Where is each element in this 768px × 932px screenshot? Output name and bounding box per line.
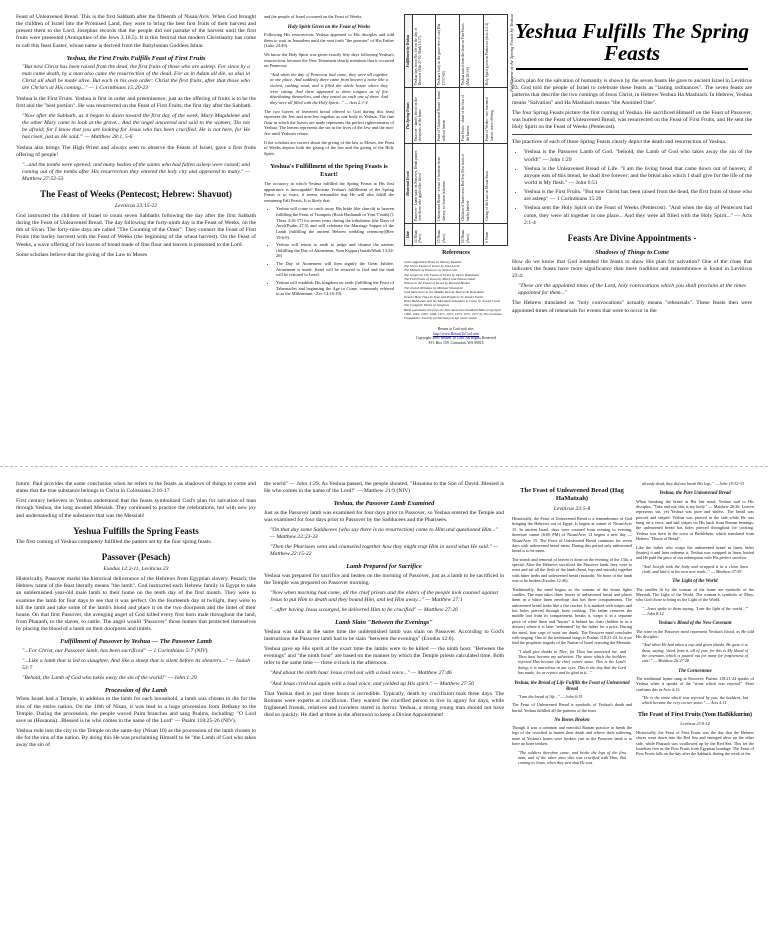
section-heading-feast-of-weeks: The Feast of Weeks (Pentecost; Hebrew: Shavuot) <box>40 189 232 200</box>
section-heading-new-covenant: Yeshua's Blood of the New Covenant <box>658 621 732 627</box>
table-cell: Holy Spirit given on Pentecost (Acts 2:1-4) <box>484 15 508 88</box>
reference-item: The Jewish Holidays by Michael Strassfeld <box>404 285 463 290</box>
paragraph: Yeshua was prepared for sacrifice and beaten on the morning of Passover, just as a lamb to be sacrificed in the Temple was prepared on Passover morning. <box>264 572 504 586</box>
table-cell: 16 Nisan (Aviv) <box>460 223 484 245</box>
reference-item: The Seven Feasts of Israel by Zola Levitt <box>404 264 460 269</box>
section-heading-passover: Passover (Pesach) <box>101 552 171 563</box>
title-divider <box>516 68 748 70</box>
paragraph: When Israel had a Temple, in addition to the lamb for each household, a lamb was chosen to die for the sins of the entire nation. On the 10th of Nisan, it was lead in a huge procession from Bethany to the Temple. During the procession, the people waved Palm branches and sang Psalms, including: "O Lord save us (Hosanna)...Blessed is he who comes in the name of the Lord" — Psalm 118:25-26 (NIV). <box>16 696 256 724</box>
list-item: • Yeshua is the First Fruits. "But now Christ has been raised from the dead, the first fruits of those who are asleep" — 1 Corinthians 15:20 <box>524 189 752 203</box>
list-item: • Yeshua sent the Holy Spirit on the Feast of Weeks (Pentecost). "And when the day of Pentecost had come, they were all together in one place... And they were all filled with the Holy Spirit..." — Acts 2:1-4 <box>524 205 752 226</box>
scripture-quote: "...For Christ, our Passover lamb, has been sacrificed" — 1 Corinthians 5:7 (NIV). <box>22 647 209 654</box>
table-cell: 15 Nisan (Aviv) <box>436 223 460 245</box>
bottom-left-column <box>16 481 256 925</box>
cover-column <box>512 14 752 458</box>
scripture-quote: "But now Christ has been raised from the dead, the first fruits of those who are asleep. For since by a man came death, by a man also came the resurrection of the dead. For as in Adam all die, so also in Christ all shall be made alive. But each in his own order: Christ the first fruits, after that those who are Christ's at His coming..." — 1 Corinthians 15:20-23 <box>22 63 250 92</box>
table-cell: Unleavened Bread - a feast of freedom from slavery, no leaven in homes <box>436 144 460 224</box>
scripture-reference: Leviticus 23:15-22 <box>114 202 158 209</box>
reference-item: God's Appointed Times by Barney Kasdan <box>404 259 462 264</box>
bullet-list <box>276 206 394 296</box>
paragraph: The two loaves of leavened bread offered to God during this feast represent the Jew and non-Jew together as one body in Yeshua. The fine flour in which the loaves are made represents the perfect righteousness of Yeshua. The leaven represents the sin in the lives of the Jew and the non-Jew until Yeshua's return. <box>264 108 394 137</box>
section-subheading: Shadows of Things to Come <box>595 249 669 257</box>
paragraph: Historically, Passover marks the historical deliverance of the Hebrews from Egyptian slavery. Pesach, the Hebrew name of the feast literally means "the lamb". God instructed each Hebrew family in Egypt to take an unblemished year-old male lamb to their home on the tenth day of the first month. They were to examine the lamb for four days to see that it was perfect. On the fourteenth day at twilight, they were to kill the lamb and take some of the lamb's blood and place it on the two doorposts and the lintel of their house. On that first Passover, the avenging angel of God killed every first born male throughout the land, from Pharaoh, to the slaves, to cattle. The angel would "Passover" those homes that protected themselves by placing the blood of a lamb on their doorposts and lintels. <box>16 576 256 633</box>
scripture-reference: Leviticus 23:9-14 <box>680 721 710 727</box>
paragraph: The first coming of Yeshua completely fulfilled the pattern set by the four spring feasts. <box>16 539 213 546</box>
table-row <box>484 15 508 246</box>
section-heading-no-bones-broken: No Bones Broken <box>554 717 590 723</box>
reference-item: Bible quotations are from the New American Standard Bible (copyright 1960, 1962, 1963, 1968, 1971, 1972, 1973, 1975, 1977 by The Lockman Foundation. Used by permission) except where noted. <box>404 307 502 321</box>
table-header-row <box>405 15 413 246</box>
copyright-text: Copyright 2001 Return To God. All Rights Reserved <box>415 336 497 341</box>
paragraph: God instructed the children of Israel to count seven Sabbaths following the day after the first Sabbath during the Feast of Unleavened Bread. The day following the forty-ninth day is the Feast of Weeks, on the 6th of Sivan. The forty-nine days are called "The Counting of the Omer". They connect the Feast of First Fruits (the barley harvest) with the Feast of Weeks (the beginning of the wheat harvest). On the Feast of Weeks, a wave offering of two loaves of bread made of fine flour and leaven is presented to the Lord. <box>16 212 256 248</box>
paragraph: The accuracy in which Yeshua fulfilled the Spring Feasts at His first appearance is inescapable! Because Yeshua's fulfillment of the Spring Feasts is so exact, it seems reasonable that He will also fulfill the remaining Fall Feasts. It is likely that: <box>264 180 394 203</box>
paragraph: When breaking the bread at His last meal, Yeshua said to His disciples, "Take and eat; this is my body." — Matthew 26:26. Leaven represents sin, yet Yeshua was pure and sinless. The bread was pierced and striped. Yeshua was pierced in the side while He was hung on a cross, and had stripes on His back from Roman beatings; the unleavened bread has holes pierced throughout for cooking. Yeshua was born in the town of Bethlehem, which translated from Hebrew "House of Bread". <box>636 498 754 542</box>
paragraph: The practices of each of these Spring Feasts clearly depict the death and resurrection of Yeshua. <box>512 139 727 146</box>
reference-item: Yeshua in the Feasts of Israel by Richard Booker <box>404 281 471 286</box>
section-heading-lamb-slain: Lamb Slain "Between the Evenings" <box>335 619 433 627</box>
paragraph: The search and removal of leaven is done on the evening of the 13th, a special. After the Hebrews sacrificed the Passover lamb, they were to roast and eat all the flesh of the lamb (head, legs and entrails) together with bitter herbs and unleavened bread (matzah). No bone of the lamb was to be broken (Exodus 12:46). <box>512 556 632 584</box>
reference-item: The Miracle of Passover by Zola Levitt <box>404 268 458 273</box>
scripture-quote: already dead, they did not break His legs." — John 19:32-33 <box>642 481 744 486</box>
paragraph: Traditionally, the meal begins as the woman of the house lights candles. The man takes three loaves of unleavened bread and places them in a white linen envelope that has three compartments. The unleavened bread looks like a flat cracker. It is marked with stripes and has holes pierced through from cooking. The father removes the middle loaf from its compartment, breaks it, wraps it in a separate piece of white linen and "buries" it behind his chair (hidden or in a drawer) where it is later "redeemed" by the father for a price. During the meal, four cups of wine are drunk. The Passover meal concludes with singing. One of the traditional songs is Psalms 118:21-24. In it we find the prophetic tragedy of the Nation of Israel rejecting the Messiah: <box>512 586 632 646</box>
section-heading-cornerstone: The Cornerstone <box>678 668 712 674</box>
brochure-inside-panel <box>0 466 768 932</box>
scripture-quote: "He is the stone which was rejected by you, the builders, but which became the very corner stone." — Acts 4:11 <box>642 695 748 706</box>
section-heading-first-fruits-feast: The Feast of First Fruits (Yom HaBikkurim) <box>638 711 752 718</box>
divider <box>512 134 752 135</box>
paragraph: If the scholars are correct about the giving of the law to Moses, the Feast of Weeks depicts both the giving of the law and the giving of the Holy Spirit. <box>264 139 394 156</box>
bullet-list <box>524 149 752 227</box>
reference-item: Israel's Holy Days In Type and Prophecy by Daniel Fuchs <box>404 294 483 299</box>
paragraph: Yeshua was slain at the same time the unblemished lamb was slain on Passover. According to God's instructions the Passover lamb had to be slain "between the evenings" (Exodus 12:6). <box>264 628 504 642</box>
bottom-middle-column <box>264 481 504 925</box>
scripture-quote: "And when He had taken a cup and given thanks, He gave it to them, saying, 'drink from it, all of you; for this is My blood of the covenant, which is poured out for many for forgiveness of sins'." — Matthew 26:27-28 <box>642 642 748 664</box>
paragraph: and the people of Israel occurred on the Feast of Weeks. <box>264 14 363 19</box>
references-section <box>404 250 508 346</box>
scripture-quote: "Then the Pharisees went and counseled together how they might trap Him in word what He said." — Matthew 22:15-22 <box>270 544 498 558</box>
paragraph: God's plan for the salvation of humanity is shown by the seven feasts He gave to ancient Israel in Leviticus 23. God told the people of Israel to celebrate these feasts as "lasting ordinances". The seven feasts are patterns that describe the two comings of Jesus Christ, in Hebrew Yeshua Ha Mashiach. In Hebrew, Yeshua means "Salvation" and Ha Mashiach means "the Anointed One". <box>512 78 752 106</box>
scripture-quote: "Now when morning had come, all the chief priests and the elders of the people took counsel against Jesus to put Him to death and they bound Him, and led Him away..." — Matthew 27:1 <box>270 589 498 604</box>
return-label: Return to God web site: <box>437 326 475 331</box>
bottom-right-column-b <box>636 481 754 925</box>
table-caption: Fulfillment of the Spring Feasts by Yeshua <box>509 14 514 92</box>
list-item: • Yeshua will establish His kingdom on earth (fulfilling the Feast of Tabernacles and beginning the Age to Come, commonly referred to as the Millennium - Zec 14:16-19). <box>276 280 394 297</box>
reference-item: The Gospel in The Feasts of Israel by Victor Buksbazen <box>404 272 480 277</box>
paragraph: Following His resurrection, Yeshua appeared to His disciples and told them to wait in Jerusalem until the sent forth "the promise" of His Father (Luke 24:49). <box>264 32 394 49</box>
paragraph: The Feast of Unleavened Bread is symbolic of Yeshua's death and burial. Yeshua fulfilled all the patterns of the feast. <box>512 702 632 713</box>
paragraph: First century believers in Yeshua understood that the feasts symbolized God's plan for salvation of man through Yeshua, the long awaited Messiah. They continued to practice the celebrations, but with new joy and understanding of the substance that was the Messiah! <box>16 498 256 519</box>
list-item: • Yeshua is the Passover Lamb of God. "behold, the Lamb of God who takes away the sin of the world!" — John 1:29 <box>524 149 752 163</box>
scripture-quote: "The soldiers therefore came, and broke the legs of the first man, and of the other man who was crucified with Him; But coming to Jesus, when they saw that He was <box>518 749 626 766</box>
reference-item: The Complete Works of Josephus <box>404 303 449 308</box>
scripture-quote: "I am the bread of life..." — John 6:35 <box>518 693 583 699</box>
table-cell: Children of Israel cross Red Sea; First fruits of barley harvest <box>460 144 484 224</box>
scripture-quote: "Now after the Sabbath, as it began to dawn toward the first day of the week, Mary Magdalene and the other Mary came to look at the grave... And the angel answered and said to the women, 'Do not be afraid; for I know that you are looking for Jesus who has been crucified. He is not here, for He has risen, just as He said.'" — Matthew 28:1, 5-6 <box>22 112 250 141</box>
scripture-reference: Exodus 12:2-11, Leviticus 23 <box>103 565 169 572</box>
scripture-reference: Leviticus 23:5-8 <box>553 505 591 512</box>
table-row <box>412 15 436 246</box>
spring-feasts-table <box>404 14 515 246</box>
paragraph: We know the Holy Spirit was given exactly fifty days following Yeshua's resurrection, because the New Testament clearly mentions that it occurred on Pentecost: <box>264 51 394 69</box>
section-heading-lamb-prepared: Lamb Prepared for Sacrifice <box>346 563 422 571</box>
paragraph: Historically, the Feast of Unleavened Bread is a remembrance of God bringing the Hebrews out of Egypt. It begins at sunset of Nisan/Aviv 15. In ancient Israel, days were counted from evening to evening, therefore sunset (6:00 PM) of Nisan/Aviv 14 begins a new day — Nisan/Aviv 15. The Feast of Unleavened Bread continues for seven days with unleavened bread eaten. During this period only unleavened bread is to be eaten. <box>512 516 632 554</box>
address-text: P.O. Box 159, Carnation, WA 98014 <box>428 341 484 346</box>
paragraph: Though it was a common and merciful Roman practice to break the legs of the crucified to hasten their death and relieve their suffering, none of Yeshua's bones were broken, just as the Passover lamb is to have no bone broken. <box>512 725 632 747</box>
table-header: Date <box>405 223 413 245</box>
scripture-quote: "...Like a lamb that is led to slaughter, And like a sheep that is silent before its shearers..." — Isaiah 53:7 <box>22 657 250 671</box>
reference-item: The Fall Feasts of Israel by Mitch and Zhava Glaser <box>404 277 476 282</box>
top-middle-column <box>264 14 394 458</box>
spring-feasts-table-wrapper <box>404 14 514 246</box>
references-heading: References <box>442 250 470 256</box>
scripture-quote: "I shall give thanks to Thee, for Thou has answered me; and Thou hast become my salvation. The stone which the builders rejected Has become the chief corner stone. This is the Lord's doing; it is marvelous in our eyes. This is the day that the Lord has made; let us rejoice and be glad in it..." <box>518 648 626 676</box>
scripture-quote: "...and the tombs were opened; and many bodies of the saints who had fallen asleep were raised; and coming out of the tombs after His resurrection they entered the holy city and appeared to many." — Matthew 27:52-53 <box>22 161 250 183</box>
section-heading-first-fruits: Yeshua, the First Fruits Fulfills Feast of First Fruits <box>66 54 206 62</box>
scripture-quote: "On that day some Sadducees (who say there is no resurrection) came to Him and questioned Him..." — Matthew 22:23-33 <box>270 526 498 540</box>
section-heading-procession: Procession of the Lamb <box>104 687 168 695</box>
table-cell: Feast of Weeks - two leavened loaves, wave offering <box>484 88 508 144</box>
paragraph: Historically, the Feast of First Fruits was the day that the Hebrew slaves went down into the Red Sea and emerged alive on the other side, while Pharaoh was swallowed up by the Red Sea. This set the Israelites free as the First Fruits from Egyptian bondage. The Feast of First Fruits falls on the day after the Sabbath, during the week of the <box>636 729 754 757</box>
scripture-quote: "Behold, the Lamb of God who takes away the sin of the world!" — John 1:29 <box>22 675 197 682</box>
scripture-quote: "...after having Jesus scourged, he delivered Him to be crucified" — Matthew 27:26 <box>270 607 458 614</box>
paragraph: the world" — John 1:29. As Yeshua passed, the people shouted, "Hosanna to the Son of David. Blessed is He who comes in the name of the Lord!" — Matthew 21:9 (NIV) <box>264 481 504 495</box>
table-cell: First Fruits - sheaf of the first of the harvest <box>460 88 484 144</box>
paragraph: The wine in the Passover meal represents Yeshua's blood, as He told His disciples: <box>636 628 754 639</box>
paragraph: The traditional hymn sung at Passover, Psalms 118:21-24 speaks of Yeshua when it speaks of the "stone which was rejected". Peter confirms this in Acts 4:11: <box>636 675 754 692</box>
paragraph: Some scholars believe that the giving of the Law to Moses <box>16 251 148 258</box>
list-item: • Yeshua will come to catch away His bride (the church) to heaven fulfilling the Feast of Trumpets (Rosh Hashanah or Yom T'ruah) (1 Thess 4:16-17) for seven years during the tribulation (the Days of Awe)(Psalm 27:5) and will celebrate the Marriage Supper of the Lamb (fulfilling the ancient Hebrew wedding ceremony)(Rev 19:6-9). <box>276 206 394 240</box>
table-cell: Feast of Unleavened Bread - bread without leaven <box>436 88 460 144</box>
paragraph: Like the father who wraps the unleavened bread in linen, hides (buries) it and later redeems it, Yeshua was wrapped in linen, buried and He paid the price of our redemption with His perfect sacrifice. <box>636 544 754 561</box>
table-cell: Giving of the Law on Mount Sinai <box>484 144 508 224</box>
section-heading-pure-bread: Yeshua, the Pure Unleavened Bread <box>659 491 731 497</box>
table-cell: 14 Nisan (Aviv) <box>412 223 436 245</box>
paragraph: The Hebrew translated as "holy convocations" actually means "rehearsals". These feasts then were appointed times of rehearsals for events that were to occur in the <box>512 300 752 314</box>
section-heading-fulfillment-exact: Yeshua's Fulfillment of the Spring Feasts is Exact! <box>270 162 388 178</box>
website-link[interactable]: http://www.ReturnToGod.com <box>432 331 480 336</box>
paragraph: Yeshua gave up His spirit at the exact time the lambs were to be killed — the ninth hour. "Between the evenings" and "the ninth hour" are based on the manner by which the Temple priests calculated time. Both refer to the same time — three o'clock in the afternoon. <box>264 645 504 667</box>
section-heading-passover-lamb: Fulfillment of Passover by Yeshua — The Passover Lamb <box>60 638 212 646</box>
paragraph: Yeshua also brings The High Priest and always seen to observe the Feasts of Israel, gave a first fruits offering of people! <box>16 144 256 158</box>
list-item: • The Day of Atonement will then signify the Great Jubilee. Atonement is made. Israel will be restored to God and the land will be restored to Israel. <box>276 261 394 278</box>
scripture-quote: "These are the appointed times of the Lord, holy convocations which you shall proclaim at the times appointed for them..." <box>518 283 746 297</box>
section-heading-unleavened-bread: The Feast of Unleavened Bread (Hag HaMatzah) <box>520 487 624 503</box>
reference-item: Rosh HaShanah and the Messianic Kingdom to Come by Joseph Good <box>404 298 500 303</box>
brochure-title: Yeshua Fulfills The Spring Feasts <box>515 19 749 66</box>
scripture-quote: "And about the ninth hour Jesus cried out with a loud voice..." — Matthew 27:46 <box>270 670 452 677</box>
table-cell: Yeshua's body in the grave free of sin (Mat 27:57-60) <box>436 15 460 88</box>
paragraph: Just as the Passover lamb was examined for four days prior to Passover, so Yeshua entered the Temple and was examined for four days prior to Passover by the Sadducees and the Pharisees. <box>264 509 504 523</box>
table-cell: Yeshua lays down His life on the day of Passover (Mat 27:50, Mark 15:37) <box>412 15 436 88</box>
paragraph: The candles lit by the woman of the home are symbolic of the Messiah, The Light of the World. The woman is symbolic of Mary, who God chose to bring us the Light of the World. <box>636 586 754 603</box>
reference-item: God Intervenes in the Middle East by Marvin R. Rosenthal <box>404 290 484 295</box>
return-block <box>404 327 508 346</box>
paragraph: Yeshua rode into the city to the Temple on the same day (Nisan 10) as the procession of the lamb chosen to die for the sins of the nation. By doing this He was proclaiming Himself to be "the Lamb of God who takes away the sin of <box>16 728 256 749</box>
bottom-right-column-a <box>512 481 632 925</box>
paragraph: future. Paul provides the same conclusion when he refers to the feasts as shadows of things to come and states that the true substance belongs to Christ in Colossians 2:16-17. <box>16 481 256 495</box>
table-row <box>436 15 460 246</box>
section-heading-lamb-examined: Yeshua, the Passover Lamb Examined <box>333 500 435 508</box>
section-heading-light-of-world: The Light of the World <box>672 579 718 585</box>
table-cell: Yeshua raised from the dead on First Fruits (Mat 28:1-6) <box>460 15 484 88</box>
table-header: Historical Event <box>405 144 413 224</box>
scripture-quote: "And when the day of Pentecost had come, they were all together in one place. And suddenly there came from heaven a noise like a violent, rushing wind, and it filled the whole house where they were sitting. And there appeared to them tongues as of fire distributing themselves, and they rested on each one of them. And they were all filled with the Holy Spirit..." — Acts 2:1-4 <box>270 71 388 105</box>
back-panel-strip <box>404 14 514 458</box>
table-header: The Spring Feasts <box>405 88 413 144</box>
table-cell: Passover - Lamb slain on Passover, Death passes over those who applied the blood <box>412 144 436 224</box>
paragraph: The four Spring Feasts picture the first coming of Yeshua. He sacrificed Himself on the Feast of Passover, was buried on the Feast of Unleavened Bread, was resurrected on the Feast of First Fruits, and He sent the Holy Spirit on the Feast of Weeks (Pentecost). <box>512 109 752 131</box>
scripture-quote: "And Joseph took the body and wrapped it in a clean linen cloth, and laid it in his own new tomb..." — Matthew 27:59 <box>642 563 748 574</box>
list-item: • Yeshua will return to earth to judge and cleanse the nations (fulfilling the Day of Atonement, Yom Kippur) Isaiah/Mark 13:24-26) <box>276 242 394 259</box>
references-list <box>404 260 508 321</box>
table-row <box>460 15 484 246</box>
section-heading-holy-spirit: Holy Spirit Given on the Feast of Weeks <box>287 24 371 30</box>
table-cell: 6 Sivan <box>484 223 508 245</box>
paragraph: Yeshua is the First Fruits. Yeshua is first in order and preeminence, just as the offering of fruits is to be the first and the "best portion". He was resurrected on the Feast of First Fruits, the first day after the Sabbath. <box>16 95 256 109</box>
intro-paragraph: Feast of Unleavened Bread. This is the first Sabbath after the fifteenth of Nisan/Aviv. When God brought the children of Israel into the Promised Land, they were to bring the best first fruits of their harvest and present them to the Lord. Josephus records that the people did not partake of the harvest until the first fruits were presented (Antiquities of the Jews 3.10.5). It is this festival that modern Christianity has come to call this feast Easter, whose name is derived from the Babylonian Goddess Ishtar. <box>16 14 256 49</box>
table-cell: Passover - lamb's blood on the doorposts of the home <box>412 88 436 144</box>
section-heading-divine-appointments: Feasts Are Divine Appointments - <box>567 232 697 243</box>
scripture-quote: "And Jesus cried out again with a loud voice, and yielded up His spirit." — Matthew 27:50 <box>270 680 474 687</box>
section-heading-spring-feasts: Yeshua Fulfills the Spring Feasts <box>73 525 199 536</box>
section-heading-bread-of-life: Yeshua, the Bread of Life Fulfills the Feast of Unleavened Bread <box>514 680 630 692</box>
list-item: • Yeshua is the Unleavened Bread of Life. "I am the living bread that came down out of heaven; if anyone eats of this bread, he shall live forever; and the bread also which I shall give for the life of the world is My flesh." — John 6:51 <box>524 166 752 187</box>
paragraph: That Yeshua died in just three hours is incredible. Typically, death by crucifixion took three days. The Romans were experts at crucifixion. They wanted the crucified person to live in agony for days, while frightened friends, relatives and travelers stared in horror. Yeshua, a strong young man should not have died so quickly. He died at three in the afternoon to keep a Divine Appointment! <box>264 690 504 719</box>
scripture-quote: "...Jesus spoke to them saying, 'I am the light of the world...'" — John 8:12 <box>642 605 748 616</box>
top-left-column <box>16 14 256 458</box>
table-header: Fulfillment by Yeshua <box>405 15 413 88</box>
paragraph: How do we know that God intended the feasts to show His plan for salvation? One of the clues that indicates the feasts have more significance than mere tradition and remembrance is found in Leviticus 23:4: <box>512 258 752 279</box>
